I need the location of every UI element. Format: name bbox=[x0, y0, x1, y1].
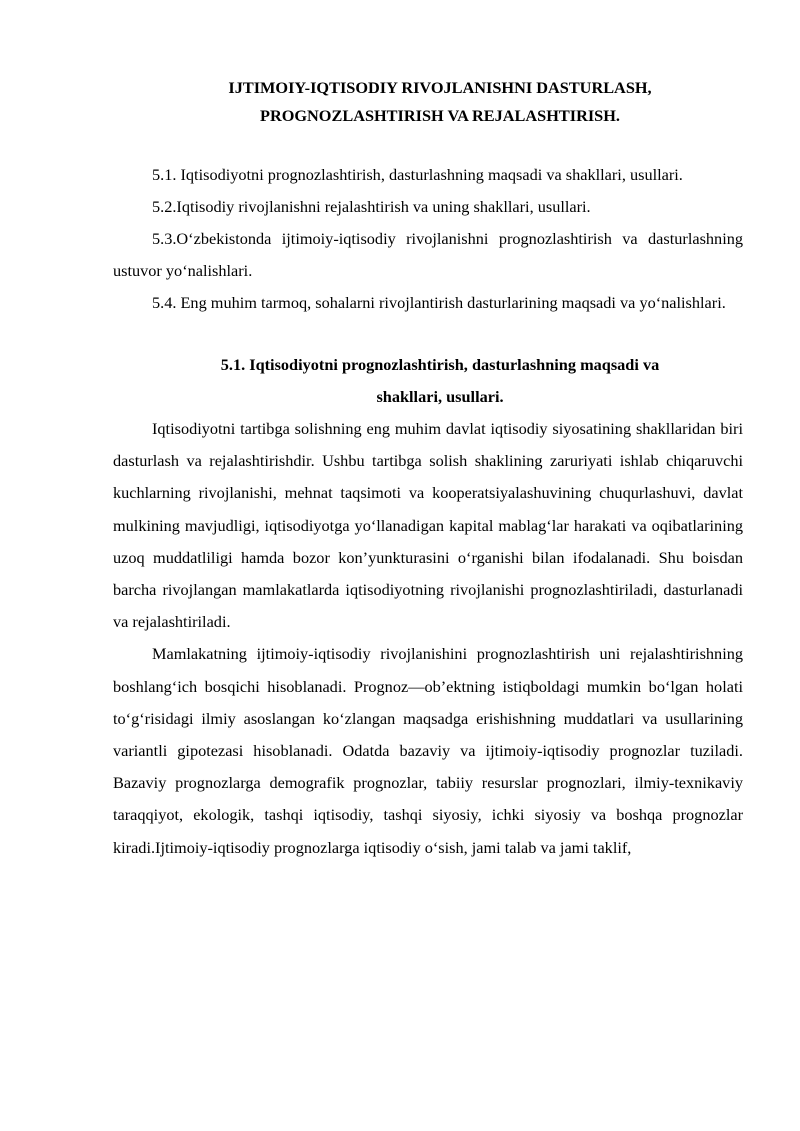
section-heading-line-2: shakllari, usullari. bbox=[376, 387, 504, 406]
table-of-contents bbox=[113, 159, 743, 319]
section-heading bbox=[113, 349, 743, 413]
title-line-2: PROGNOZLASHTIRISH VA REJALASHTIRISH. bbox=[260, 106, 620, 125]
paragraph: Iqtisodiyotni tartibga solishning eng muhim davlat iqtisodiy siyosatining shakllaridan biri dasturlash va rejalashtirishdir. Ushbu tartibga solish shaklining zaruriyati ishlab chiqaruvchi kuchlarning rivojlanishi, mehnat taqsimoti va kooperatsiyalashuvining chuqurlashuvi, davlat mulkining mavjudligi, iqtisodiyotga yo‘llanadigan kapital mablag‘lar harakati va oqibatlarining uzoq muddatliligi hamda bozor kon’yunkturasini o‘rganishi bilan ifodalanadi. Shu boisdan barcha rivojlangan mamlakatlarda iqtisodiyotning rivojlanishi prognozlashtiriladi, dasturlanadi va rejalashtiriladi. bbox=[113, 419, 743, 632]
toc-item: 5.4. Eng muhim tarmoq, sohalarni rivojlantirish dasturlarining maqsadi va yo‘nalishlari. bbox=[152, 293, 726, 312]
toc-item: 5.3.O‘zbekistonda ijtimoiy-iqtisodiy rivojlanishni prognozlashtirish va dasturlashning ustuvor yo‘nalishlari. bbox=[113, 229, 743, 280]
document-page bbox=[113, 74, 743, 864]
section-body bbox=[113, 413, 743, 864]
paragraph: Mamlakatning ijtimoiy-iqtisodiy rivojlanishini prognozlashtirish uni rejalashtirishning boshlang‘ich bosqichi hisoblanadi. Prognoz—ob’ektning istiqboldagi mumkin bo‘lgan holati to‘g‘risidagi ilmiy asoslangan ko‘zlangan maqsadga erishishning muddatlari va usullarining variantli gipotezasi hisoblanadi. Odatda bazaviy va ijtimoiy-iqtisodiy prognozlar tuziladi. Bazaviy prognozlarga demografik prognozlar, tabiiy resurslar prognozlari, ilmiy-texnikaviy taraqqiyot, ekologik, tashqi iqtisodiy, tashqi siyosiy, ichki siyosiy va boshqa prognozlar kiradi.Ijtimoiy-iqtisodiy prognozlarga iqtisodiy o‘sish, jami talab va jami taklif, bbox=[113, 644, 743, 857]
toc-item: 5.1. Iqtisodiyotni prognozlashtirish, dasturlashning maqsadi va shakllari, usullari. bbox=[152, 165, 683, 184]
title-line-1: IJTIMOIY-IQTISODIY RIVOJLANISHNI DASTURLASH, bbox=[228, 78, 652, 97]
toc-item: 5.2.Iqtisodiy rivojlanishni rejalashtirish va uning shakllari, usullari. bbox=[152, 197, 591, 216]
document-title bbox=[113, 74, 743, 130]
section-heading-line-1: 5.1. Iqtisodiyotni prognozlashtirish, dasturlashning maqsadi va bbox=[220, 355, 660, 374]
